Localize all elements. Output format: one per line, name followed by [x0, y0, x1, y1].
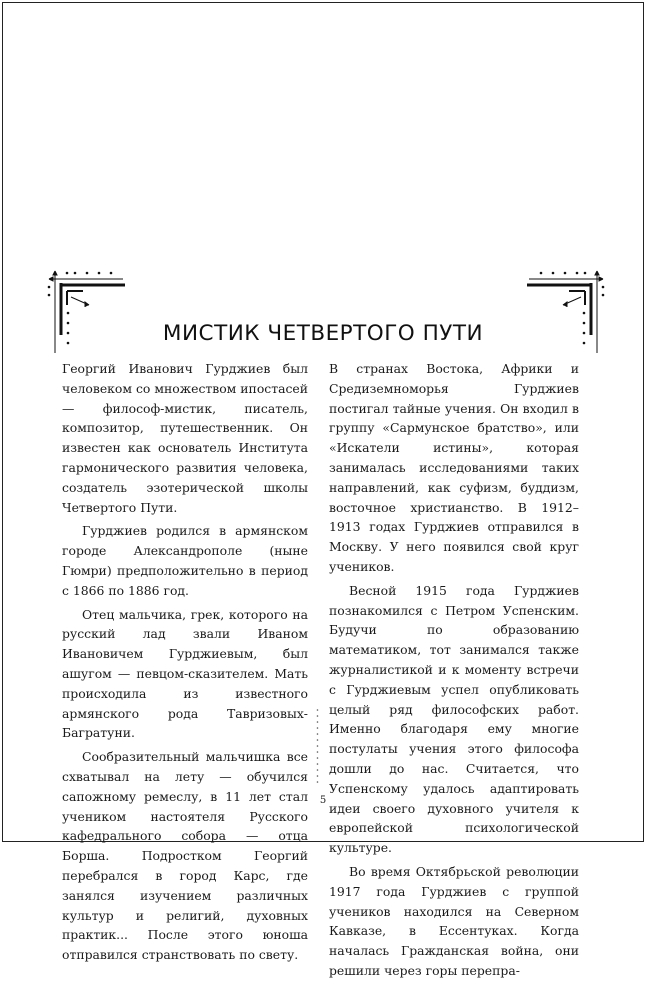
paragraph: Георгий Иванович Гурджиев был человеком со множеством ипостасей — философ-мистик, писатель, композитор, путешественник. Он известен как основатель Института гармонического развития человека, создатель эзотерической школы Четвертого Пути. [62, 361, 308, 515]
paragraph: Сообразительный мальчишка все схватывал на лету — обучился сапожному ремеслу, в 11 лет стал учеником настоятеля Русского кафедрального собора — отца Борша. Подростком Георгий перебрался в город Карс, где занялся изучением различных культур и религий, духовных практик... После этого юноша отправился странствовать по свету. [62, 749, 308, 963]
corner-ornament-left [47, 265, 127, 355]
corner-ornament-right [525, 265, 605, 355]
text-column-left [62, 359, 308, 969]
text-column-right [329, 359, 579, 985]
book-page [2, 2, 644, 978]
paragraph: Отец мальчика, грек, которого на русский лад звали Иваном Ивановичем Гурджиевым, был ашугом — певцом-сказителем. Мать происходила из известного армянского рода Тавризовых-Багратуни. [62, 606, 308, 741]
paragraph: В странах Востока, Африки и Средиземноморья Гурджиев постигал тайные учения. Он входил в группу «Сармунское братство», или «Искатели истины», которая занималась исследованиями таких направлений, как суфизм, буддизм, восточное христианство. В 1912–1913 годах Гурджиев отправился в Москву. У него появился свой круг учеников. [329, 361, 579, 574]
column-divider-dots [316, 708, 319, 788]
chapter-title: МИСТИК ЧЕТВЕРТОГО ПУТИ [162, 321, 484, 346]
paragraph: Во время Октябрьской революции 1917 года Гурджиев с группой учеников находился на Северном Кавказе, в Ессентуках. Когда началась Гражданская война, они решили через горы перепра- [329, 863, 579, 978]
paragraph: Гурджиев родился в армянском городе Александрополе (ныне Гюмри) предположительно в период с 1866 по 1886 год. [62, 523, 308, 598]
paragraph: Весной 1915 года Гурджиев познакомился с Петром Успенским. Будучи по образованию математиком, тот занимался также журналистикой и к моменту встречи с Гурджиевым успел опубликовать целый ряд философских работ. Именно благодаря ему многие постулаты учения этого философа дошли до нас. Считается, что Успенскому удалось адаптировать идеи своего духовного учителя к европейской психологической культуре. [329, 582, 579, 856]
page-number: 5 [319, 795, 327, 806]
